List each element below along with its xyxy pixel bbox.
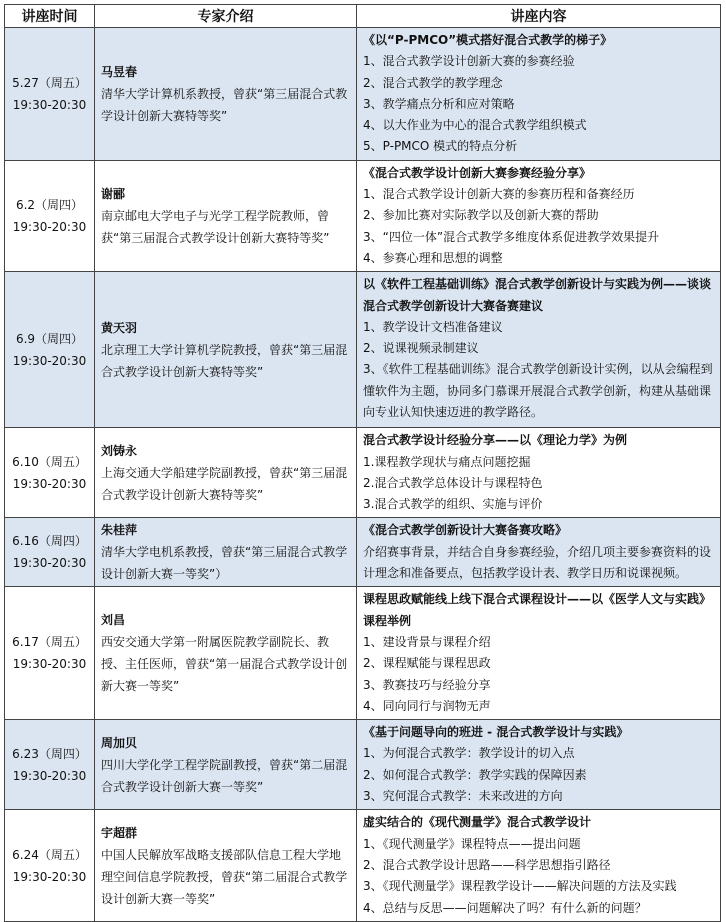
table-row <box>5 720 721 810</box>
lecture-date: 5.27（周五） <box>12 75 87 90</box>
header-row <box>5 5 721 28</box>
lecture-content-cell <box>357 428 721 518</box>
lecture-hours: 19:30-20:30 <box>12 220 87 235</box>
table-row <box>5 160 721 271</box>
lecture-title: 《混合式教学设计创新大赛参赛经验分享》 <box>363 165 592 180</box>
lecture-point: 3、《软件工程基础训练》混合式教学创新设计实例，以从会编程到懂软件为主题，协同多门慕课开展混合式教学创新，构建从基础课向专业认知快速迈进的教学路径。 <box>363 362 713 420</box>
expert-name: 朱桂萍 <box>101 523 138 538</box>
lecture-date: 6.17（周五） <box>12 635 87 650</box>
lecture-point: 1、建设背景与课程介绍 <box>363 634 491 649</box>
expert-cell <box>95 28 357 161</box>
expert-bio: 中国人民解放军战略支援部队信息工程大学地理空间信息学院教授，曾获“第二届混合式教学设计创新大赛一等奖” <box>101 847 348 906</box>
expert-cell <box>95 518 357 587</box>
lecture-point: 1.课程教学现状与痛点问题挖掘 <box>363 454 531 469</box>
lecture-point: 1、《现代测量学》课程特点——提出问题 <box>363 836 581 851</box>
lecture-time-cell <box>5 720 95 810</box>
expert-bio: 清华大学电机系教授，曾获“第三届混合式教学设计创新大赛一等奖”） <box>101 545 348 582</box>
lecture-title: 《基于问题导向的班进 - 混合式教学设计与实践》 <box>363 725 629 740</box>
lecture-hours: 19:30-20:30 <box>12 97 87 112</box>
lecture-hours: 19:30-20:30 <box>12 768 87 783</box>
lecture-hours: 19:30-20:30 <box>12 556 87 571</box>
lecture-hours: 19:30-20:30 <box>12 869 87 884</box>
lecture-content-cell <box>357 587 721 720</box>
lecture-point: 2、如何混合式教学：教学实践的保障因素 <box>363 767 587 782</box>
lecture-hours: 19:30-20:30 <box>12 657 87 672</box>
expert-bio: 南京邮电大学电子与光学工程学院教师，曾获“第三届混合式教学设计创新大赛特等奖” <box>101 209 330 246</box>
lecture-point: 3、究何混合式教学：未来改进的方向 <box>363 789 563 804</box>
lecture-point: 2、混合式教学的教学理念 <box>363 75 503 90</box>
expert-bio: 四川大学化学工程学院副教授，曾获“第二届混合式教学设计创新大赛一等奖” <box>101 757 348 794</box>
lecture-content-cell <box>357 518 721 587</box>
expert-cell <box>95 720 357 810</box>
lecture-date: 6.9（周四） <box>15 331 84 346</box>
lecture-point: 4、同向同行与润物无声 <box>363 698 491 713</box>
lecture-point: 3、教学痛点分析和应对策略 <box>363 96 515 111</box>
lecture-title: 混合式教学设计经验分享——以《理论力学》为例 <box>363 433 628 448</box>
lecture-date: 6.24（周五） <box>12 847 87 862</box>
lecture-title: 虚实结合的《现代测量学》混合式教学设计 <box>363 815 592 830</box>
expert-cell <box>95 587 357 720</box>
lecture-date: 6.16（周四） <box>12 534 87 549</box>
lecture-point: 2、参加比赛对实际教学以及创新大赛的帮助 <box>363 208 599 223</box>
lecture-point: 3、《现代测量学》课程教学设计——解决问题的方法及实践 <box>363 879 677 894</box>
expert-name: 刘铸永 <box>101 443 138 458</box>
table-row <box>5 28 721 161</box>
lecture-time-cell <box>5 272 95 428</box>
header-time: 讲座时间 <box>5 5 95 28</box>
expert-cell <box>95 272 357 428</box>
lecture-point: 2.混合式教学总体设计与课程特色 <box>363 475 543 490</box>
lecture-content-cell <box>357 28 721 161</box>
lecture-date: 6.2（周四） <box>15 198 84 213</box>
lecture-content-cell <box>357 272 721 428</box>
expert-name: 马昱春 <box>101 64 138 79</box>
lecture-content-cell <box>357 720 721 810</box>
lecture-time-cell <box>5 518 95 587</box>
expert-bio: 北京理工大学计算机学院教授，曾获“第三届混合式教学设计创新大赛特等奖” <box>101 342 348 379</box>
expert-cell <box>95 160 357 271</box>
lecture-point: 4、参赛心理和思想的调整 <box>363 250 503 265</box>
expert-name: 刘昌 <box>101 613 126 628</box>
lecture-point: 3、教赛技巧与经验分享 <box>363 677 491 692</box>
table-row <box>5 428 721 518</box>
lecture-point: 2、课程赋能与课程思政 <box>363 656 491 671</box>
lecture-title: 《以“P-PMCO”模式搭好混合式教学的梯子》 <box>363 33 613 47</box>
lecture-date: 6.23（周四） <box>12 746 87 761</box>
expert-bio: 西安交通大学第一附属医院教学副院长、教授、主任医师，曾获“第一届混合式教学设计创新大赛一等奖” <box>101 635 348 694</box>
lecture-title: 《混合式教学创新设计大赛备赛攻略》 <box>363 523 568 538</box>
header-expert: 专家介绍 <box>95 5 357 28</box>
table-row <box>5 518 721 587</box>
expert-bio: 上海交通大学船建学院副教授，曾获“第三届混合式教学设计创新大赛特等奖” <box>101 465 348 502</box>
lecture-hours: 19:30-20:30 <box>12 476 87 491</box>
lecture-point: 2、说课视频录制建议 <box>363 341 479 356</box>
lecture-title: 课程思政赋能线上线下混合式课程设计——以《医学人文与实践》课程举例 <box>363 592 712 628</box>
lecture-time-cell <box>5 810 95 921</box>
lecture-point: 2、混合式教学设计思路——科学思想指引路径 <box>363 857 611 872</box>
expert-name: 黄天羽 <box>101 320 138 335</box>
lecture-time-cell <box>5 428 95 518</box>
lecture-hours: 19:30-20:30 <box>12 353 87 368</box>
lecture-content-cell <box>357 160 721 271</box>
lecture-title: 以《软件工程基础训练》混合式教学创新设计与实践为例——谈谈混合式教学创新设计大赛备赛建议 <box>363 277 712 313</box>
table-row <box>5 587 721 720</box>
expert-cell <box>95 810 357 921</box>
expert-cell <box>95 428 357 518</box>
header-content: 讲座内容 <box>357 5 721 28</box>
lecture-content-cell <box>357 810 721 921</box>
expert-name: 周加贝 <box>101 735 138 750</box>
lecture-point: 3.混合式教学的组织、实施与评价 <box>363 497 543 512</box>
lecture-point: 1、混合式教学设计创新大赛的参赛历程和备赛经历 <box>363 187 635 202</box>
lecture-time-cell <box>5 28 95 161</box>
lecture-time-cell <box>5 587 95 720</box>
lecture-date: 6.10（周五） <box>12 454 87 469</box>
expert-name: 宇超群 <box>101 825 138 840</box>
table-row <box>5 810 721 921</box>
table-row <box>5 272 721 428</box>
expert-bio: 清华大学计算机系教授，曾获“第三届混合式教学设计创新大赛特等奖” <box>101 86 348 123</box>
lecture-point: 3、“四位一体”混合式教学多维度体系促进教学效果提升 <box>363 229 660 244</box>
lecture-schedule-table <box>4 4 721 922</box>
lecture-point: 1、为何混合式教学：教学设计的切入点 <box>363 746 575 761</box>
lecture-point: 1、教学设计文档准备建议 <box>363 319 503 334</box>
lecture-point: 4、总结与反思——问题解决了吗？有什么新的问题？ <box>363 900 647 915</box>
lecture-point: 5、P-PMCO 模式的特点分析 <box>363 139 518 154</box>
lecture-point: 介绍赛事背景，并结合自身参赛经验，介绍几项主要参赛资料的设计理念和准备要点，包括教学设计表、教学日历和说课视频。 <box>363 544 712 581</box>
lecture-point: 1、混合式教学设计创新大赛的参赛经验 <box>363 54 575 69</box>
lecture-point: 4、以大作业为中心的混合式教学组织模式 <box>363 118 587 133</box>
expert-name: 谢郦 <box>101 187 126 202</box>
lecture-time-cell <box>5 160 95 271</box>
